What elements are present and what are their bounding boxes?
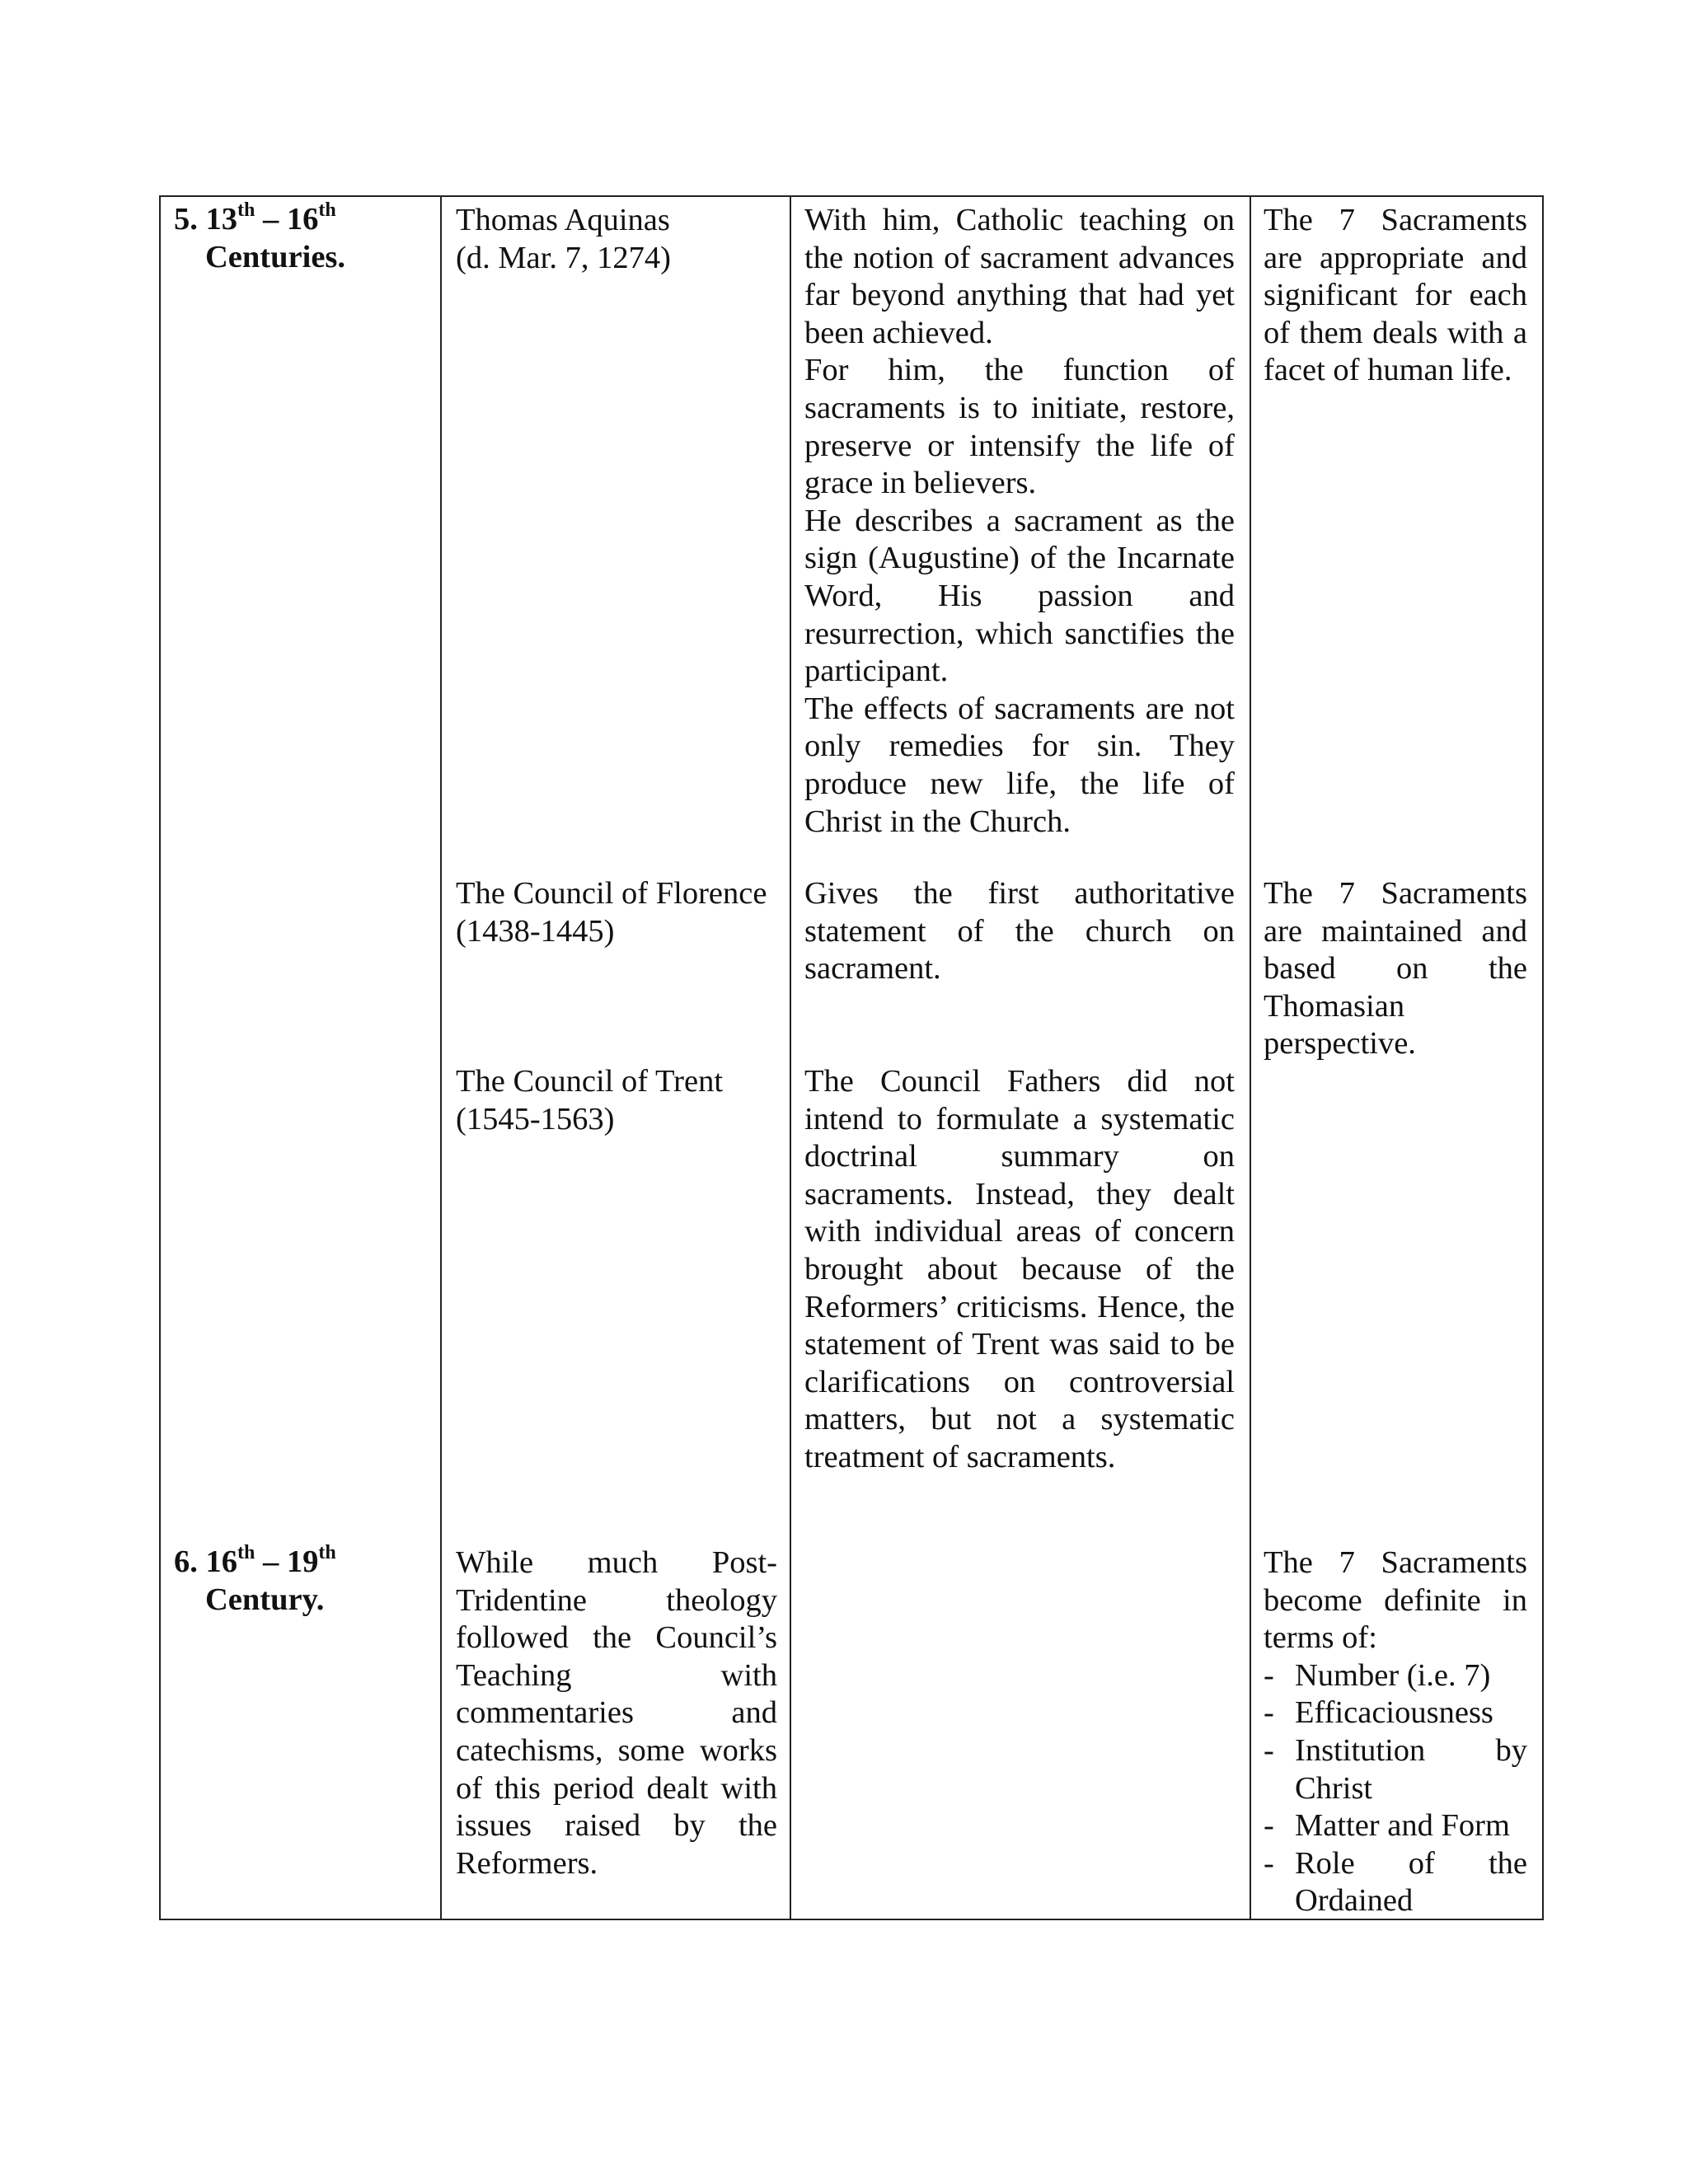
period-heading: 5. 13th – 16th: [174, 199, 336, 237]
teaching-cell-florence: [804, 875, 1235, 988]
source-cell-florence: [456, 875, 777, 950]
source-date: (1545-1563): [456, 1101, 615, 1137]
period-cell-6: [174, 1543, 429, 1619]
period-label: Century.: [205, 1582, 325, 1617]
sacraments-intro: The 7 Sacraments become definite in terms of:: [1264, 1545, 1527, 1656]
period-label: Centuries.: [205, 240, 346, 274]
teaching-cell-trent: [804, 1063, 1235, 1477]
source-cell-aquinas: [456, 202, 777, 277]
source-cell-trent: [456, 1063, 777, 1138]
teaching-paragraph: For him, the function of sacraments is to initiate, restore, preserve or intensify the life of grace in believers.: [804, 353, 1235, 501]
history-table: [159, 195, 1544, 1920]
list-item: - Number (i.e. 7): [1264, 1657, 1491, 1693]
column-divider: [440, 197, 442, 1919]
sacraments-list: [1264, 1657, 1527, 1920]
teaching-paragraph: Gives the first authoritative statement of the church on sacrament.: [804, 876, 1235, 987]
teaching-paragraph: The Council Fathers did not intend to formulate a systematic doctrinal summary on sacraments. Instead, they dealt with individual areas of concern brought about because of the Reformers’ criticisms. Hence, the statement of Trent was said to be clarifications on controversial matters, but not a systematic treatment of sacraments.: [804, 1064, 1235, 1474]
source-name: The Council of Florence: [456, 876, 767, 911]
source-name: The Council of Trent: [456, 1064, 724, 1099]
teaching-paragraph: He describes a sacrament as the sign (Augustine) of the Incarnate Word, His passion and resurrection, which sanctifies the participant.: [804, 503, 1235, 689]
column-divider: [1250, 197, 1251, 1919]
sacraments-text: The 7 Sacraments are appropriate and significant for each of them deals with a facet of human life.: [1264, 203, 1527, 388]
list-item: - Role of the Ordained: [1264, 1845, 1527, 1919]
teaching-paragraph: With him, Catholic teaching on the notion of sacrament advances far beyond anything that had yet been achieved.: [804, 203, 1235, 350]
column-divider: [790, 197, 791, 1919]
source-date: (d. Mar. 7, 1274): [456, 240, 671, 275]
source-text: While much Post-Tridentine theology followed the Council’s Teaching with commentaries and catechisms, some works of this period dealt with issues raised by the Reformers.: [456, 1545, 777, 1881]
source-date: (1438-1445): [456, 913, 615, 949]
sacraments-cell-post-tridentine: [1264, 1544, 1527, 1920]
list-item: - Matter and Form: [1264, 1808, 1510, 1844]
list-item: - Efficaciousness: [1264, 1695, 1493, 1731]
source-cell-post-tridentine: [456, 1544, 777, 1882]
sacraments-cell-aquinas: [1264, 202, 1527, 390]
source-name: Thomas Aquinas: [456, 203, 670, 237]
sacraments-text: The 7 Sacraments are maintained and based on the Thomasian perspective.: [1264, 876, 1527, 1062]
teaching-paragraph: The effects of sacraments are not only remedies for sin. They produce new life, the life of Christ in the Church.: [804, 691, 1235, 839]
list-item: - Institution by Christ: [1264, 1732, 1527, 1806]
period-cell-5: [174, 200, 429, 276]
teaching-cell-aquinas: [804, 202, 1235, 841]
sacraments-cell-florence: [1264, 875, 1527, 1063]
period-heading: 6. 16th – 19th: [174, 1542, 336, 1579]
